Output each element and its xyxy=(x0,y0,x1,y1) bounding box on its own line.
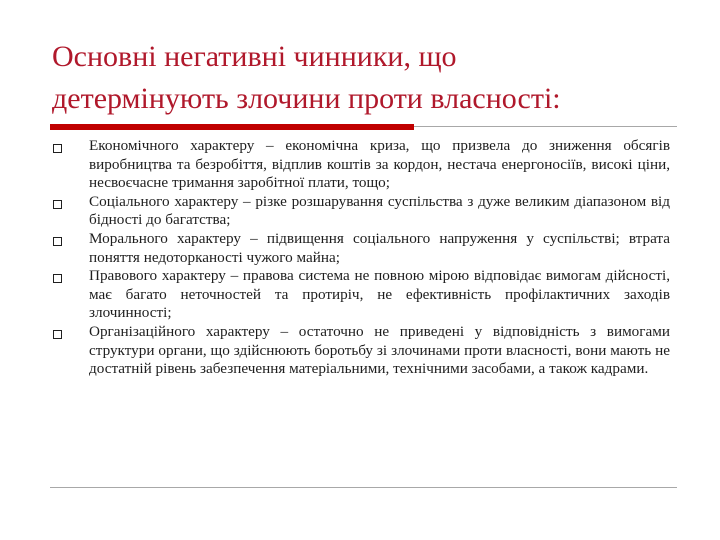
title-divider-accent xyxy=(50,124,414,130)
slide-title-line-1: Основні негативні чинники, що xyxy=(52,40,457,73)
bullet-item-moral xyxy=(50,230,670,267)
bullet-text: Організаційного характеру – остаточно не приведені у відповідність з вимогами структури органи, що здійснюють боротьбу зі злочинами проти власності, вони мають не достатній рівень забезпечення матеріальними, технічними засобами, а також кадрами. xyxy=(89,322,670,378)
bullet-text: Морального характеру – підвищення соціального напруження у суспільстві; втрата поняття недоторканості чужого майна; xyxy=(89,229,670,266)
footer-divider xyxy=(50,487,677,488)
slide-title-line-2: детермінують злочини проти власності: xyxy=(52,82,561,115)
bullet-item-economic xyxy=(50,137,670,193)
hollow-square-bullet-icon xyxy=(53,200,62,209)
hollow-square-bullet-icon xyxy=(53,237,62,246)
bullet-text: Економічного характеру – економічна криза, що призвела до зниження обсягів виробництва та безробіття, відплив коштів за кордон, нестача енергоносіїв, високі ціни, несвоєчасне тримання заробітної плати, тощо; xyxy=(89,137,670,192)
bullet-text: Соціального характеру – різке розшарування суспільства з дуже великим діапазоном від бідності до багатства; xyxy=(89,192,670,229)
bullet-list xyxy=(50,137,670,379)
slide-title xyxy=(52,36,692,120)
hollow-square-bullet-icon xyxy=(53,330,62,339)
bullet-item-organizational xyxy=(50,323,670,379)
bullet-item-social xyxy=(50,193,670,230)
hollow-square-bullet-icon xyxy=(53,274,62,283)
hollow-square-bullet-icon xyxy=(53,144,62,153)
bullet-text: Правового характеру – правова система не повною мірою відповідає вимогам дійсності, має багато неточностей та протиріч, не ефективність профілактичних заходів злочинності; xyxy=(89,267,670,322)
bullet-item-legal xyxy=(50,267,670,323)
